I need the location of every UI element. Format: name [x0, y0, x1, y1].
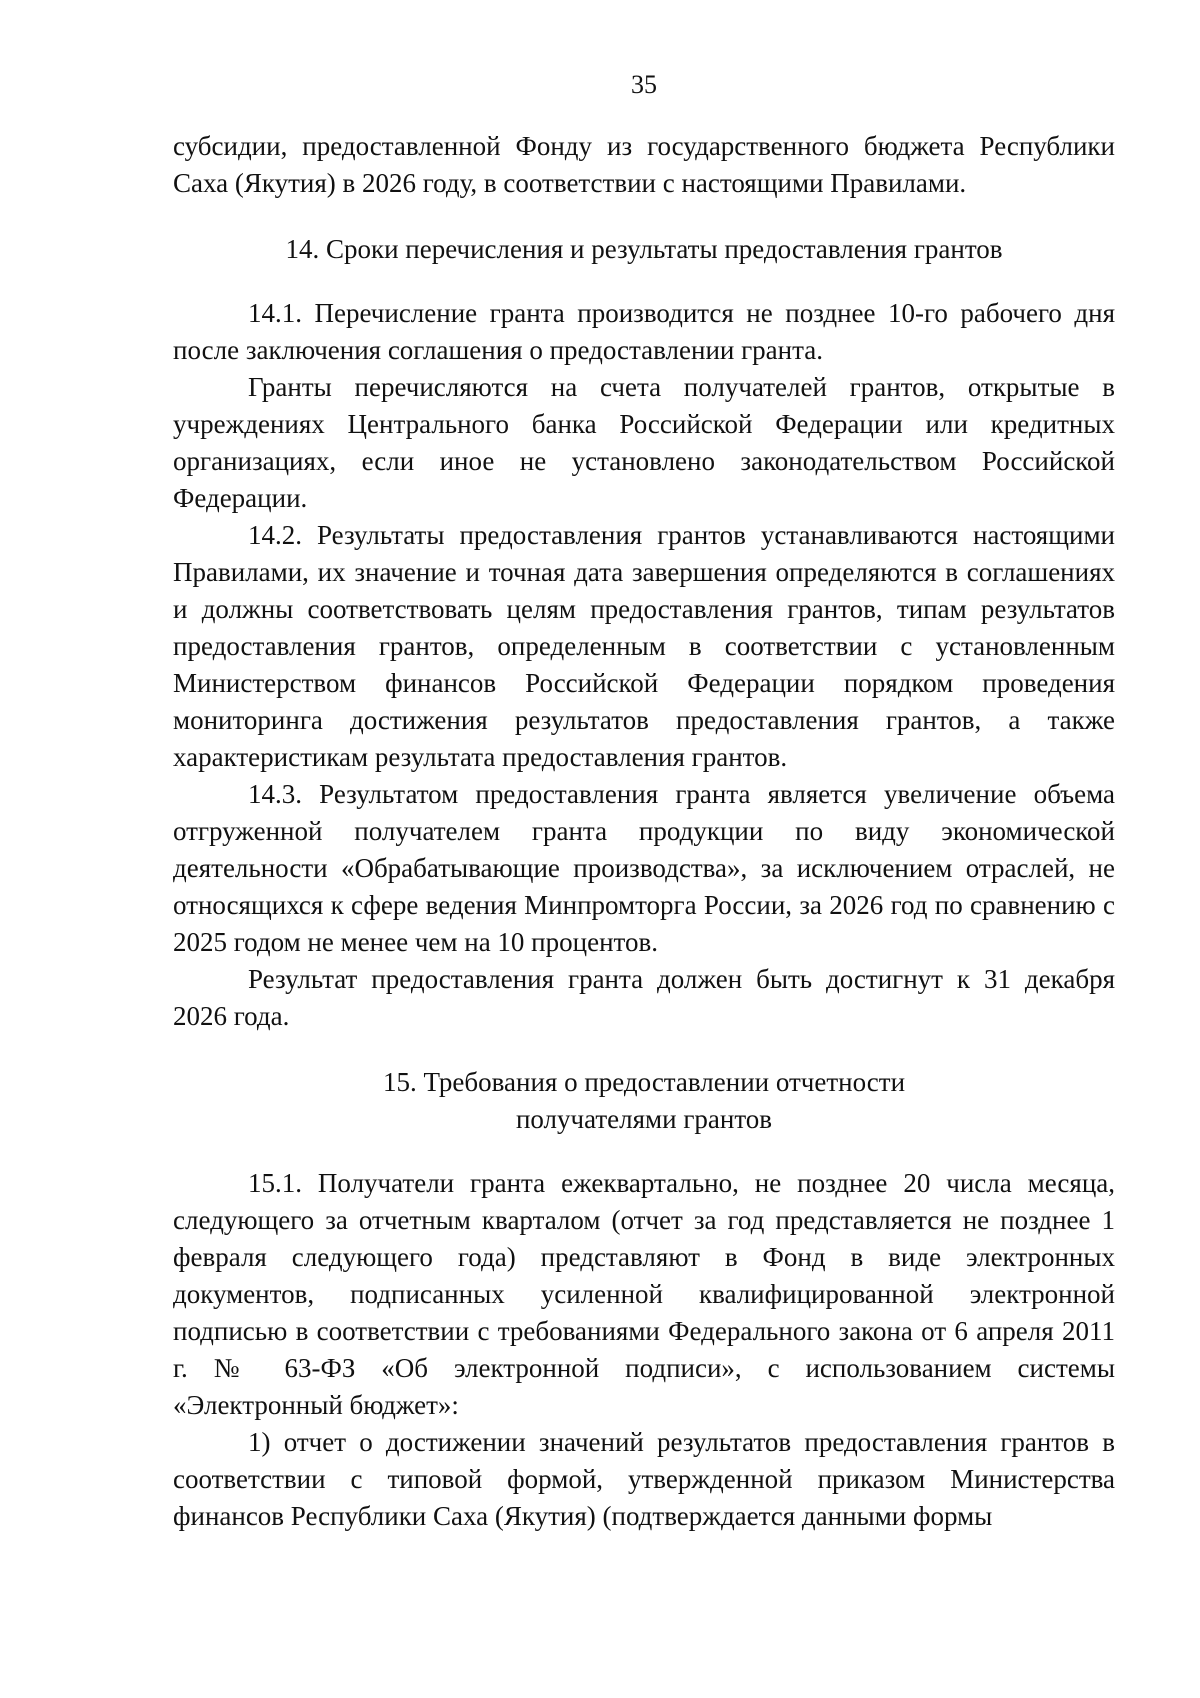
paragraph-14-3-deadline: Результат предоставления гранта должен быть достигнут к 31 декабря 2026 года.: [173, 964, 1115, 1031]
paragraph-14-3: 14.3. Результатом предоставления гранта является увеличение объема отгруженной получателем гранта продукции по виду экономической деятельности «Обрабатывающие производства», за исключением отраслей, не относящихся к сфере ведения Минпромторга России, за 2026 год по сравнению с 2025 годом не менее чем на 10 процентов.: [173, 779, 1115, 957]
paragraph-14-1: 14.1. Перечисление гранта производится не позднее 10-го рабочего дня после заключения соглашения о предоставлении гранта.: [173, 298, 1115, 365]
paragraph-15-1-item-1: 1) отчет о достижении значений результатов предоставления грантов в соответствии с типовой формой, утвержденной приказом Министерства финансов Республики Саха (Якутия) (подтверждается данными формы: [173, 1427, 1115, 1531]
document-body: [173, 128, 1115, 1535]
paragraph-subsidy-continuation: субсидии, предоставленной Фонду из государственного бюджета Республики Саха (Якутия) в 2026 году, в соответствии с настоящими Правилами.: [173, 131, 1115, 198]
section-15-heading: [173, 1064, 1115, 1138]
paragraph-14-1-accounts: Гранты перечисляются на счета получателей грантов, открытые в учреждениях Центрального банка Российской Федерации или кредитных организациях, если иное не установлено законодательством Российской Федерации.: [173, 372, 1115, 513]
page-number: 35: [631, 70, 657, 99]
section-15-heading-line-1: 15. Требования о предоставлении отчетности: [382, 1067, 906, 1097]
section-14-heading: 14. Сроки перечисления и результаты предоставления грантов: [285, 234, 1003, 264]
section-15-heading-line-2: получателями грантов: [515, 1104, 773, 1134]
paragraph-15-1: 15.1. Получатели гранта ежеквартально, не позднее 20 числа месяца, следующего за отчетным кварталом (отчет за год представляется не позднее 1 февраля следующего года) представляют в Фонд в виде электронных документов, подписанных усиленной квалифицированной электронной подписью в соответствии с требованиями Федерального закона от 6 апреля 2011 г. № 63-ФЗ «Об электронной подписи», с использованием системы «Электронный бюджет»:: [173, 1168, 1115, 1420]
paragraph-14-2: 14.2. Результаты предоставления грантов устанавливаются настоящими Правилами, их значение и точная дата завершения определяются в соглашениях и должны соответствовать целям предоставления грантов, типам результатов предоставления грантов, определенным в соответствии с установленным Министерством финансов Российской Федерации порядком проведения мониторинга достижения результатов предоставления грантов, а также характеристикам результата предоставления грантов.: [173, 520, 1115, 772]
